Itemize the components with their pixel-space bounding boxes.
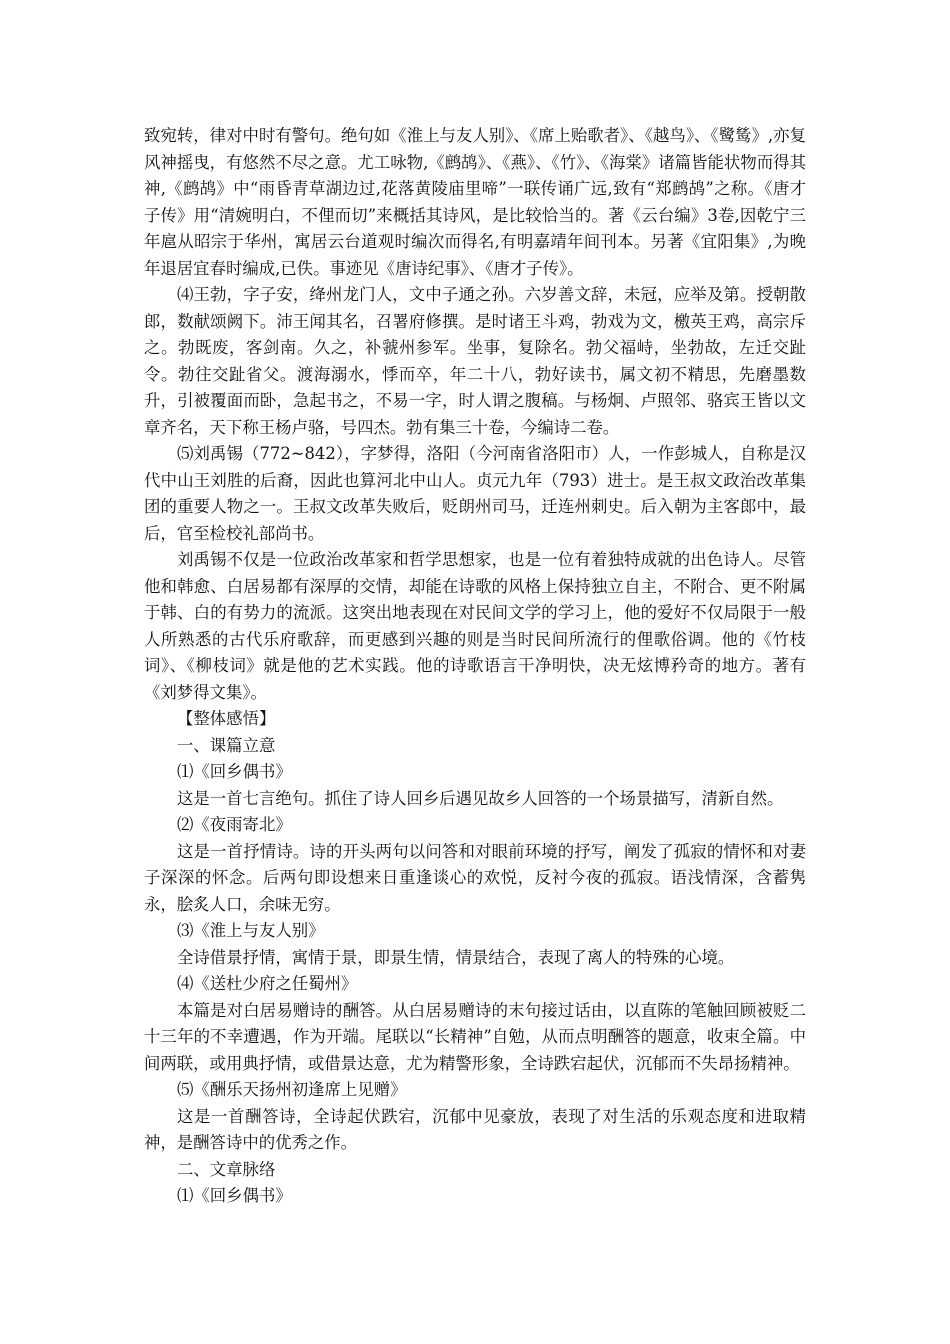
subheading-structure: 二、文章脉络: [177, 1159, 276, 1179]
poem-summary-5: 这是一首酬答诗，全诗起伏跌宕，沉郁中见豪放，表现了对生活的乐观态度和进取精神，是酬答诗中的优秀之作。: [144, 1106, 806, 1152]
paragraph-zheng-gu-bio: 致宛转，律对中时有警句。绝句如《淮上与友人别》、《席上贻歌者》、《越鸟》、《鹭鸶》,亦复风神摇曳，有悠然不尽之意。尤工咏物,《鹧鸪》、《燕》、《竹》、《海棠》诸篇皆能状物而得其神,《鹧鸪》中“雨昏青草湖边过,花落黄陵庙里啼”一联传诵广远,致有“郑鹧鸪”之称。《唐才子传》用“清婉明白，不俚而切”来概括其诗风，是比较恰当的。著《云台编》3卷,因乾宁三年扈从昭宗于华州，寓居云台道观时编次而得名,有明嘉靖年间刊本。另著《宜阳集》,为晚年退居宜春时编成,已佚。事迹见《唐诗纪事》、《唐才子传》。: [144, 126, 806, 278]
poem-title-2: ⑵《夜雨寄北》: [177, 815, 292, 834]
poem-summary-3: 全诗借景抒情，寓情于景，即景生情，情景结合，表现了离人的特殊的心境。: [177, 947, 735, 967]
poem-title-3: ⑶《淮上与友人别》: [177, 921, 325, 940]
poem-title-structure-1: ⑴《回乡偶书》: [177, 1186, 292, 1205]
section-heading-overall: 【整体感悟】: [177, 709, 276, 728]
poem-title-4: ⑷《送杜少府之任蜀州》: [177, 974, 358, 993]
poem-summary-4: 本篇是对白居易赠诗的酬答。从白居易赠诗的末句接过话由，以直陈的笔触回顾被贬二十三年的不幸遭遇，作为开端。尾联以“长精神”自勉，从而点明酬答的题意，收束全篇。中间两联，或用典抒情，或借景达意，尤为精警形象，全诗跌宕起伏，沉郁而不失昂扬精神。: [144, 1000, 806, 1073]
poem-title-1: ⑴《回乡偶书》: [177, 762, 292, 781]
poem-summary-2: 这是一首抒情诗。诗的开头两句以问答和对眼前环境的抒写，阐发了孤寂的情怀和对妻子深深的怀念。后两句即设想来日重逢谈心的欢悦，反衬今夜的孤寂。语浅情深，含蓄隽永，脍炙人口，余味无穷。: [144, 841, 806, 914]
poem-title-5: ⑸《酬乐天扬州初逢席上见赠》: [177, 1080, 407, 1099]
subheading-theme: 一、课篇立意: [177, 735, 276, 755]
document-body: [144, 123, 806, 1210]
poem-summary-1: 这是一首七言绝句。抓住了诗人回乡后遇见故乡人回答的一个场景描写，清新自然。: [177, 788, 784, 808]
paragraph-liu-yuxi-poetry: 刘禹锡不仅是一位政治改革家和哲学思想家，也是一位有着独特成就的出色诗人。尽管他和韩愈、白居易都有深厚的交情，却能在诗歌的风格上保持独立自主，不附合、更不附属于韩、白的有势力的流派。这突出地表现在对民间文学的学习上，他的爱好不仅局限于一般人所熟悉的古代乐府歌辞，而更感到兴趣的则是当时民间所流行的俚歌俗调。他的《竹枝词》、《柳枝词》就是他的艺术实践。他的诗歌语言干净明快，决无炫博矜奇的地方。著有《刘梦得文集》。: [144, 550, 806, 702]
paragraph-wang-bo-bio: ⑷王勃，字子安，绛州龙门人，文中子通之孙。六岁善文辞，未冠，应举及第。授朝散郎，数献颂阙下。沛王闻其名，召署府修撰。是时诸王斗鸡，勃戏为文，檄英王鸡，高宗斥之。勃既废，客剑南。久之，补虢州参军。坐事，复除名。勃父福峙，坐勃故，左迁交趾令。勃往交趾省父。渡海溺水，悸而卒，年二十八，勃好读书，属文初不精思，先磨墨数升，引被覆面而卧，急起书之，不易一字，时人谓之腹稿。与杨炯、卢照邻、骆宾王皆以文章齐名，天下称王杨卢骆，号四杰。勃有集三十卷，今编诗二卷。: [144, 285, 806, 437]
paragraph-liu-yuxi-bio: ⑸刘禹锡（772~842），字梦得，洛阳（今河南省洛阳市）人，一作彭城人，自称是汉代中山王刘胜的后裔，因此也算河北中山人。贞元九年（793）进士。是王叔文政治改革集团的重要人物之一。王叔文改革失败后，贬朗州司马，迁连州刺史。后入朝为主客郎中，最后，官至检校礼部尚书。: [144, 444, 806, 543]
